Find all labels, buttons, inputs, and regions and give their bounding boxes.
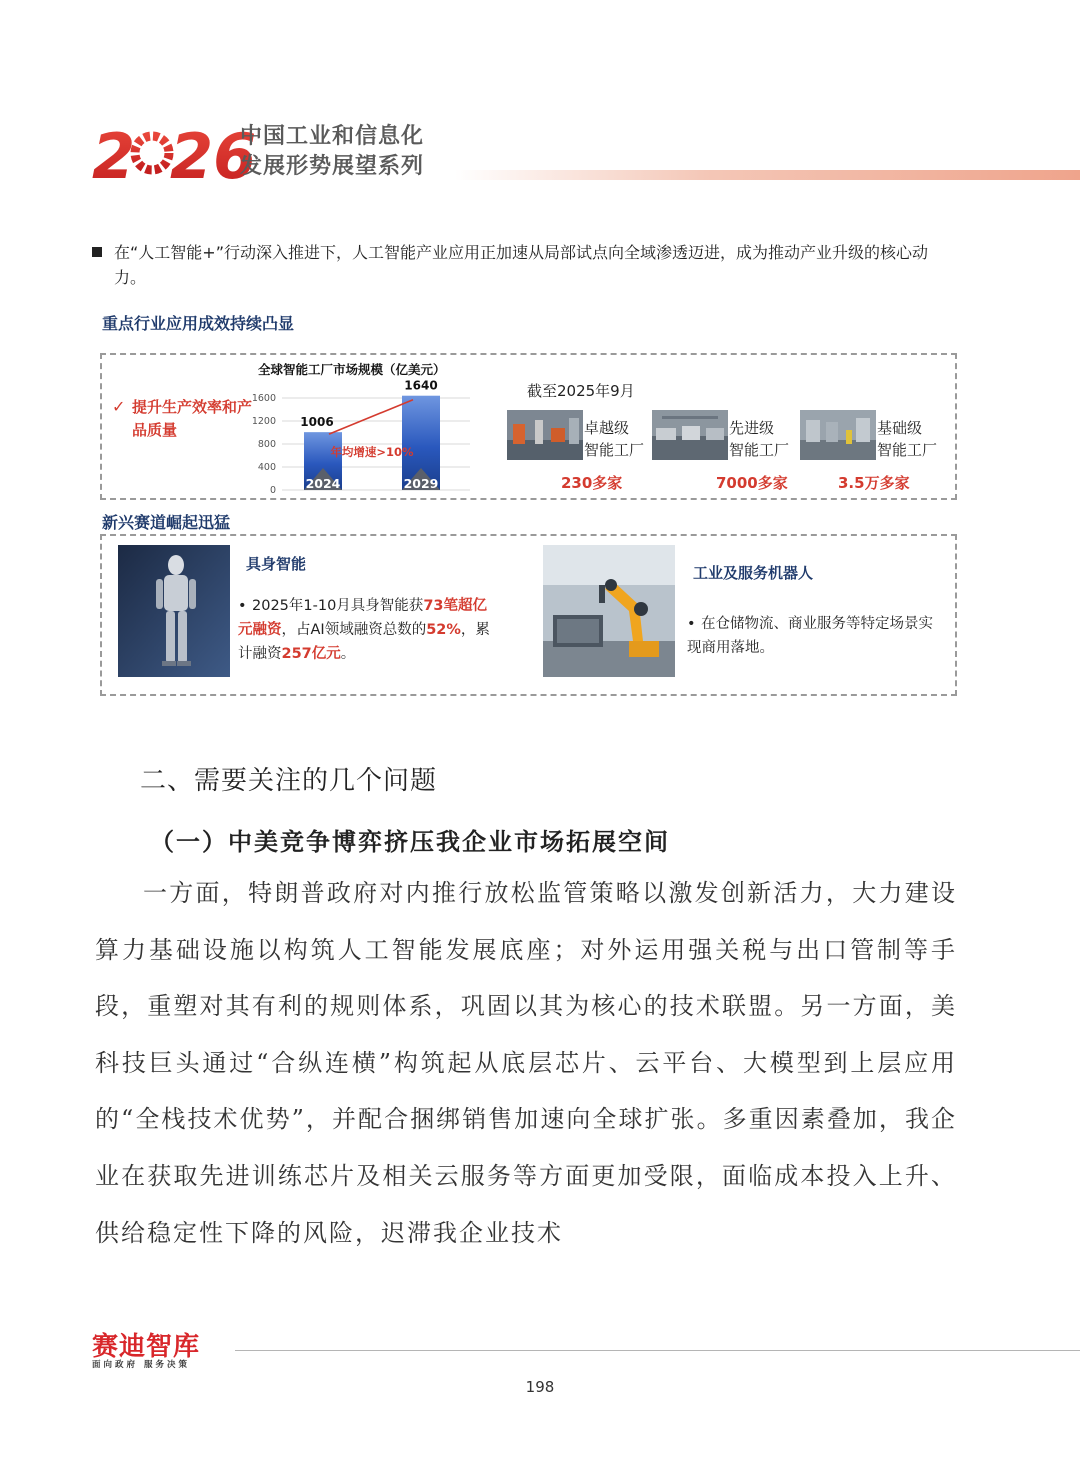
factory-type: 智能工厂 xyxy=(729,441,790,459)
x-category-label: 2024 xyxy=(305,476,341,491)
dot-bullet-icon: • xyxy=(238,598,247,614)
factory-label-advanced xyxy=(729,417,789,461)
year-logo-text: 2026 xyxy=(92,118,95,119)
intro-text: 在“人工智能+”行动深入推进下，人工智能产业应用正加速从局部试点向全域渗透迈进，成为推动产业升级的核心动力。 xyxy=(114,243,928,287)
section-label-key-industry: 重点行业应用成效持续凸显 xyxy=(102,314,295,333)
footer-slogan: 面向政府 服务决策 xyxy=(92,1360,190,1370)
factory-type: 智能工厂 xyxy=(584,441,645,459)
series-title-line2: 发展形势展望系列 xyxy=(240,154,425,179)
body-paragraph xyxy=(95,865,957,1261)
data-label: 1006 xyxy=(300,415,334,430)
section-heading: 二、需要关注的几个问题 xyxy=(140,766,438,796)
data-label: 1640 xyxy=(404,378,438,393)
factory-type: 智能工厂 xyxy=(877,441,938,459)
embodied-highlight-share: 52% xyxy=(426,622,461,638)
embodied-seg3: ，占AI领域融资总数的 xyxy=(281,622,427,638)
y-tick-label: 0 xyxy=(269,485,276,496)
growth-annotation: 年均增速>10% xyxy=(330,445,414,459)
factory-level: 先进级 xyxy=(729,419,775,437)
subsection-heading: （一）中美竞争博弈挤压我企业市场拓展空间 xyxy=(150,827,670,856)
embodied-seg5: ，累计融资 xyxy=(238,622,490,662)
footer-brand-logo: 赛迪智库 xyxy=(92,1332,201,1362)
service-robot-title: 工业及服务机器人 xyxy=(693,564,814,582)
intro-bullet xyxy=(92,240,952,290)
benefit-text: 提升生产效率和产品质量 xyxy=(132,398,253,439)
factory-level: 卓越级 xyxy=(584,419,630,437)
service-robot-text xyxy=(687,612,937,660)
factory-label-excellent xyxy=(584,417,644,461)
factory-photo-advanced xyxy=(652,410,728,460)
body-paragraph-text: 一方面，特朗普政府对内推行放松监管策略以激发创新活力，大力建设算力基础设施以构筑人工智能发展底座；对外运用强关税与出口管制等手段，重塑对其有利的规则体系，巩固以其为核心的技术联盟。另一方面，美科技巨头通过“合纵连横”构筑起从底层芯片、云平台、大模型到上层应用的“全栈技术优势”，并配合捆绑销售加速向全球扩张。多重因素叠加，我企业在获取先进训练芯片及相关云服务等方面更加受限，面临成本投入上升、供给稳定性下降的风险，迟滞我企业技术 xyxy=(95,879,957,1247)
y-tick-label: 1600 xyxy=(251,393,276,404)
factory-label-basic xyxy=(877,417,937,461)
embodied-ai-title: 具身智能 xyxy=(246,555,307,573)
factory-count-excellent: 230多家 xyxy=(561,474,623,492)
section-label-emerging: 新兴赛道崛起迅猛 xyxy=(102,513,231,532)
chart-title: 全球智能工厂市场规模（亿美元） xyxy=(258,362,446,377)
trend-line xyxy=(329,400,413,434)
as-of-date: 截至2025年9月 xyxy=(527,382,635,400)
header-gradient-band xyxy=(455,170,1080,180)
y-tick-label: 800 xyxy=(257,439,276,450)
y-tick-label: 1200 xyxy=(251,416,276,427)
square-bullet-icon xyxy=(92,247,102,257)
smart-factory-market-chart xyxy=(248,358,480,498)
factory-count-basic: 3.5万多家 xyxy=(838,474,910,492)
factory-count-advanced: 7000多家 xyxy=(716,474,788,492)
x-category-label: 2029 xyxy=(403,476,439,491)
embodied-highlight-total: 257亿元 xyxy=(281,646,341,662)
page-number: 198 xyxy=(525,1378,555,1396)
svg-text:2: 2 xyxy=(92,120,136,193)
svg-text:26: 26 xyxy=(170,120,257,193)
factory-level: 基础级 xyxy=(877,419,923,437)
year-2026-logo xyxy=(92,118,257,193)
footer-divider xyxy=(235,1350,1080,1351)
factory-photo-excellent xyxy=(507,410,583,460)
embodied-ai-text xyxy=(238,594,498,666)
factory-photo-basic xyxy=(800,410,876,460)
checkmark-icon: ✓ xyxy=(112,397,126,416)
embodied-seg7: 。 xyxy=(340,646,356,662)
service-robot-desc: 在仓储物流、商业服务等特定场景实现商用落地。 xyxy=(687,616,933,656)
series-title-line1: 中国工业和信息化 xyxy=(240,124,425,149)
y-tick-label: 400 xyxy=(257,462,276,473)
embodied-highlight-deals: 73笔超亿元融资 xyxy=(238,598,487,638)
embodied-seg1: 2025年1-10月具身智能获 xyxy=(252,598,424,614)
dot-bullet-icon: • xyxy=(687,616,696,632)
industrial-robot-arm-photo xyxy=(543,545,675,677)
humanoid-robot-photo xyxy=(118,545,230,677)
